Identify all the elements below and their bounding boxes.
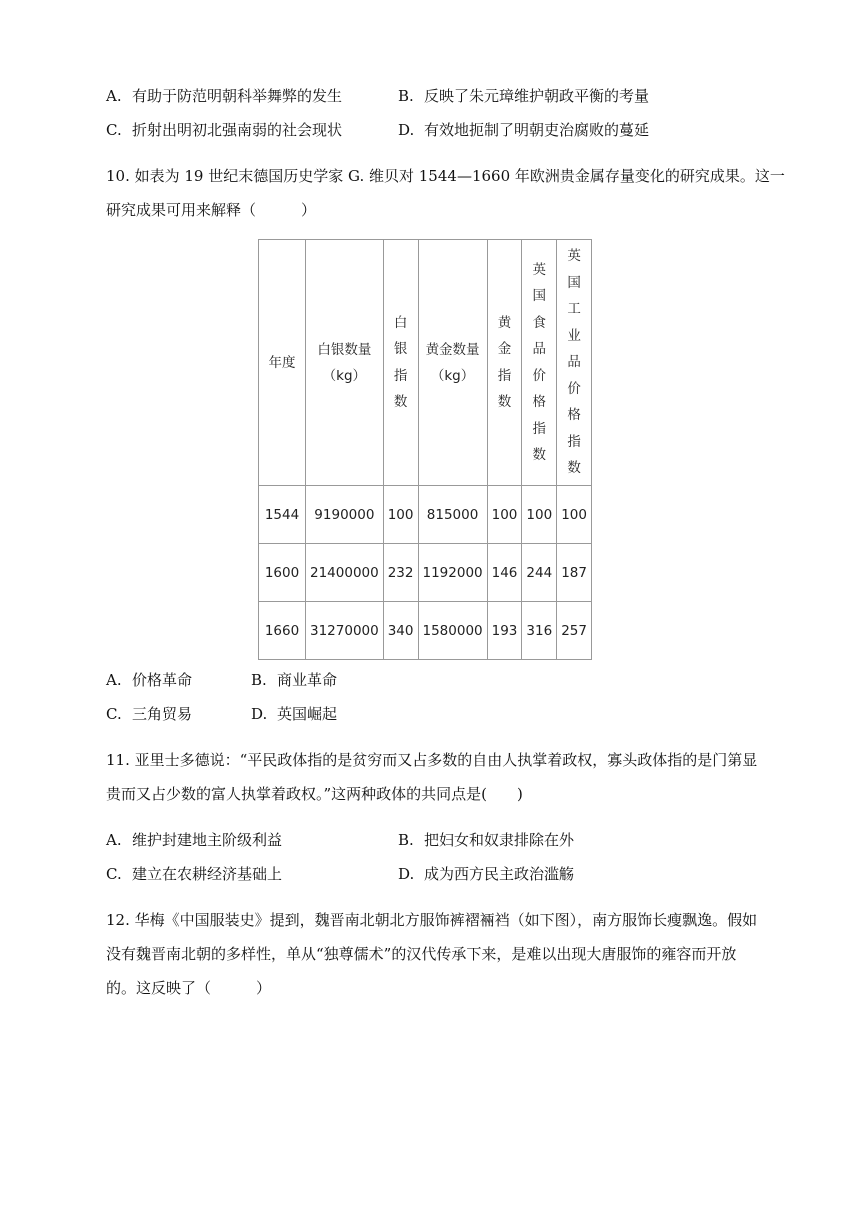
option-text: 有效地扼制了明朝吏治腐败的蔓延 <box>424 121 650 139</box>
table-cell: 100 <box>522 486 557 544</box>
table-cell: 100 <box>487 486 522 544</box>
option-key: B. <box>251 671 267 689</box>
option-text: 商业革命 <box>277 671 338 689</box>
table-cell: 815000 <box>418 486 487 544</box>
q12-stem-line1: 12. 华梅《中国服装史》提到，魏晋南北朝北方服饰裤褶裲裆（如下图），南方服饰长瘦飘逸。假如 <box>106 911 758 929</box>
option-key: D. <box>251 705 268 723</box>
q10-stem-line2: 研究成果可用来解释（ ） <box>106 201 317 219</box>
table-cell: 9190000 <box>306 486 384 544</box>
q12-stem-line2: 没有魏晋南北朝的多样性，单从“独尊儒术”的汉代传承下来，是难以出现大唐服饰的雍容而开放 <box>106 945 737 963</box>
option-text: 折射出明初北强南弱的社会现状 <box>132 121 343 139</box>
table-cell: 193 <box>487 602 522 660</box>
q9-option-a[interactable] <box>106 86 342 106</box>
q10-option-c[interactable] <box>106 704 192 724</box>
table-cell: 257 <box>557 602 592 660</box>
option-text: 成为西方民主政治滥觞 <box>424 865 575 883</box>
q10-option-b[interactable] <box>251 670 337 690</box>
q10-data-table <box>258 239 592 660</box>
q11-option-b[interactable] <box>398 830 574 850</box>
option-text: 维护封建地主阶级利益 <box>132 831 283 849</box>
table-cell: 187 <box>557 544 592 602</box>
q11-option-d[interactable] <box>398 864 574 884</box>
q10-option-d[interactable] <box>251 704 337 724</box>
table-header-cell: 白银数量（kg） <box>306 240 384 486</box>
table-header-cell: 年度 <box>259 240 306 486</box>
q11-stem-line2: 贵而又占少数的富人执掌着政权。”这两种政体的共同点是( ) <box>106 785 523 803</box>
option-key: C. <box>106 865 122 883</box>
option-text: 三角贸易 <box>132 705 193 723</box>
option-key: A. <box>106 671 122 689</box>
table-cell: 1660 <box>259 602 306 660</box>
option-text: 把妇女和奴隶排除在外 <box>424 831 575 849</box>
q9-option-d[interactable] <box>398 120 649 140</box>
option-key: C. <box>106 121 122 139</box>
table-row <box>259 486 592 544</box>
table-row <box>259 544 592 602</box>
option-text: 有助于防范明朝科举舞弊的发生 <box>132 87 343 105</box>
q10-stem-line1: 10. 如表为 19 世纪末德国历史学家 G. 维贝对 1544—1660 年欧洲贵金属存量变化的研究成果。这一 <box>106 167 785 185</box>
option-key: B. <box>398 87 414 105</box>
q11-option-a[interactable] <box>106 830 282 850</box>
table-cell: 1580000 <box>418 602 487 660</box>
q11-option-c[interactable] <box>106 864 282 884</box>
table-header-cell: 白银指数 <box>383 240 418 486</box>
table-cell: 316 <box>522 602 557 660</box>
table-header-cell: 英国食品价格指数 <box>522 240 557 486</box>
table-header-cell: 黄金指数 <box>487 240 522 486</box>
table-cell: 340 <box>383 602 418 660</box>
table-cell: 1600 <box>259 544 306 602</box>
q9-option-b[interactable] <box>398 86 649 106</box>
table-header-cell: 英国工业品价格指数 <box>557 240 592 486</box>
option-text: 建立在农耕经济基础上 <box>132 865 283 883</box>
table-cell: 21400000 <box>306 544 384 602</box>
table-cell: 146 <box>487 544 522 602</box>
option-text: 价格革命 <box>132 671 193 689</box>
table-cell: 1192000 <box>418 544 487 602</box>
table-cell: 100 <box>557 486 592 544</box>
table-cell: 31270000 <box>306 602 384 660</box>
option-key: C. <box>106 705 122 723</box>
table-cell: 244 <box>522 544 557 602</box>
table-row <box>259 602 592 660</box>
table-cell: 100 <box>383 486 418 544</box>
option-text: 英国崛起 <box>277 705 338 723</box>
table-cell: 232 <box>383 544 418 602</box>
option-key: D. <box>398 121 415 139</box>
table-header-row <box>259 240 592 486</box>
q11-stem-line1: 11. 亚里士多德说：“平民政体指的是贫穷而又占多数的自由人执掌着政权，寡头政体指的是门第显 <box>106 751 758 769</box>
q9-option-c[interactable] <box>106 120 342 140</box>
option-key: A. <box>106 87 122 105</box>
table-header-cell: 黄金数量（kg） <box>418 240 487 486</box>
option-key: A. <box>106 831 122 849</box>
option-key: B. <box>398 831 414 849</box>
option-key: D. <box>398 865 415 883</box>
q12-stem-line3: 的。这反映了（ ） <box>106 979 272 997</box>
q10-option-a[interactable] <box>106 670 192 690</box>
table-cell: 1544 <box>259 486 306 544</box>
option-text: 反映了朱元璋维护朝政平衡的考量 <box>424 87 650 105</box>
